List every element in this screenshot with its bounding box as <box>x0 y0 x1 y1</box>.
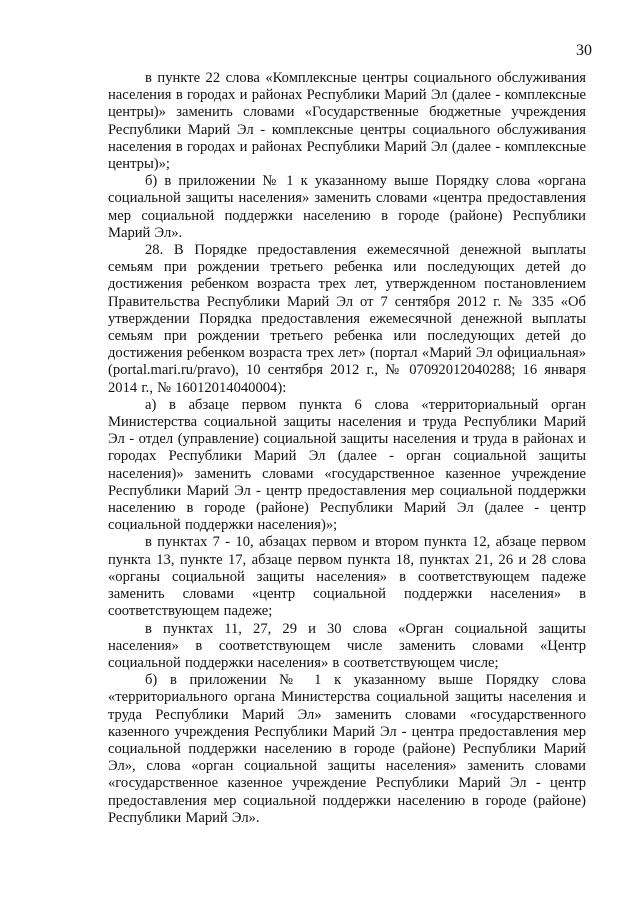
paragraph-item-22-amendment: в пункте 22 слова «Комплексные центры социального обслуживания населения в городах и районах Республики Марий Эл (далее - комплексные центры)» заменить словами «Государственные бюджетные учреждения Республики Марий Эл - комплексные центры социального обслуживания населения в городах и районах Республики Марий Эл (далее - комплексные центры)»; <box>108 70 586 173</box>
paragraph-subitem-b: б) в приложении № 1 к указанному выше Порядку слова «территориального органа Министерства социальной защиты населения и труда Республики Марий Эл» заменить словами «государственного казенного учреждения Республики Марий Эл - центра предоставления мер социальной поддержки населению в городе (районе) Республики Марий Эл», слова «орган социальной защиты населения» заменить словами «государственное казенное учреждение Республики Марий Эл - центр предоставления мер социальной поддержки населению в городе (районе) Республики Марий Эл». <box>108 672 586 826</box>
paragraph-section-28: 28. В Порядке предоставления ежемесячной денежной выплаты семьям при рождении третьего ребенка или последующих детей до достижения ребенком возраста трех лет, утвержденном постановлением Правительства Республики Марий Эл от 7 сентября 2012 г. № 335 «Об утверждении Порядка предоставления ежемесячной денежной выплаты семьям при рождении третьего ребенка или последующих детей до достижения ребенком возраста трех лет» (портал «Марий Эл официальная» (portal.mari.ru/pravo), 10 сентября 2012 г., № 07092012040288; 16 января 2014 г., № 16012014040004): <box>108 242 586 396</box>
paragraph-items-7-28: в пунктах 7 - 10, абзацах первом и втором пункта 12, абзаце первом пункта 13, пункте 17, абзаце первом пункта 18, пунктах 21, 26 и 28 слова «органы социальной защиты населения» в соответствующем падеже заменить словами «центр социальной поддержки населения» в соответствующем падеже; <box>108 534 586 620</box>
page-number: 30 <box>576 42 592 59</box>
document-body <box>108 70 586 827</box>
paragraph-items-11-30: в пунктах 11, 27, 29 и 30 слова «Орган социальной защиты населения» в соответствующем числе заменить словами «Центр социальной поддержки населения» в соответствующем числе; <box>108 620 586 671</box>
paragraph-appendix-1-amendment: б) в приложении № 1 к указанному выше Порядку слова «органа социальной защиты населения» заменить словами «центра предоставления мер социальной поддержки населению в городе (районе) Республики Марий Эл». <box>108 173 586 241</box>
paragraph-subitem-a: а) в абзаце первом пункта 6 слова «территориальный орган Министерства социальной защиты населения и труда Республики Марий Эл - отдел (управление) социальной защиты населения и труда в районах и городах Республики Марий Эл (далее - орган социальной защиты населения)» заменить словами «государственное казенное учреждение Республики Марий Эл - центр предоставления мер социальной поддержки населению в городе (районе) Республики Марий Эл (далее - центр социальной поддержки населения)»; <box>108 396 586 534</box>
